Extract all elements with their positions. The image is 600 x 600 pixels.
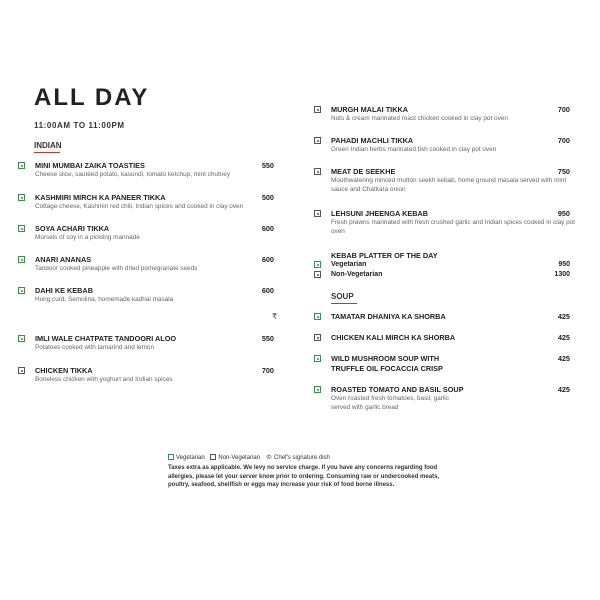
item-name: ANARI ANANAS (35, 255, 92, 264)
section-soup-title: SOUP (331, 292, 354, 301)
non-veg-icon (314, 137, 321, 144)
currency-symbol: ₹ (272, 312, 278, 321)
item-price: 600 (261, 224, 274, 233)
service-hours: 11:00AM TO 11:00PM (34, 121, 125, 130)
non-veg-icon (314, 106, 321, 113)
item-name: CHICKEN KALI MIRCH KA SHORBA (331, 333, 456, 342)
kebab-platter (314, 252, 570, 282)
veg-icon (314, 261, 321, 268)
non-veg-icon (314, 168, 321, 175)
item-price: 950 (557, 209, 570, 218)
item-name: MEAT DE SEEKHE (331, 167, 396, 176)
item-name: SOYA ACHARI TIKKA (35, 224, 110, 233)
item-name: PAHADI MACHLI TIKKA (331, 136, 414, 145)
item-price: 600 (261, 255, 274, 264)
item-description: Potatoes cooked with tamarind and lemon (35, 344, 155, 351)
platter-veg-price: 950 (558, 261, 570, 268)
veg-icon (168, 454, 174, 460)
item-name: WILD MUSHROOM SOUP WITH (331, 354, 440, 363)
page-title: ALL DAY (34, 84, 150, 111)
item-price: 550 (261, 161, 274, 170)
platter-nonveg-label: Non-Vegetarian (331, 271, 383, 278)
chef-hat-icon: ♔ (265, 454, 273, 461)
non-veg-icon (314, 210, 321, 217)
item-description: Morsels of soy in a pickling marinade (35, 234, 140, 241)
item-price: 500 (261, 193, 274, 202)
item-price: 550 (261, 334, 274, 343)
veg-icon (314, 386, 321, 393)
item-name: KASHMIRI MIRCH KA PANEER TIKKA (35, 193, 166, 202)
non-veg-icon (210, 454, 216, 460)
item-price: 425 (557, 312, 570, 321)
section-underline (34, 152, 60, 153)
item-description: Hung curd, Semolina, homemade kadhai masala (35, 296, 174, 303)
item-description: Oven roasted fresh tomatoes, basil, garlic served with garlic bread (331, 395, 449, 411)
item-description: Green Indian herbs marinated fish cooked in clay pot oven (331, 146, 497, 153)
item-price: 700 (557, 136, 570, 145)
item-name: DAHI KE KEBAB (35, 286, 93, 295)
veg-icon (18, 287, 25, 294)
item-description: Mouthwatering minced mutton seekh kebab, home ground masala served with mint sauce and Chatkara onion (331, 177, 567, 193)
item-price: 750 (557, 167, 570, 176)
platter-nonveg-price: 1300 (554, 271, 570, 278)
section-indian-heading (34, 141, 62, 153)
item-name: TAMATAR DHANIYA KA SHORBA (331, 312, 446, 321)
item-name-line2: TRUFFLE OIL FOCACCIA CRISP (331, 364, 443, 373)
item-name: IMLI WALE CHATPATE TANDOORI ALOO (35, 334, 177, 343)
section-indian-title: INDIAN (34, 141, 62, 150)
item-price: 700 (261, 366, 274, 375)
section-soup-heading (331, 292, 357, 304)
item-name: LEHSUNI JHEENGA KEBAB (331, 209, 429, 218)
legend (168, 453, 330, 461)
veg-icon (314, 313, 321, 320)
veg-icon (18, 225, 25, 232)
item-price: 425 (557, 354, 570, 363)
veg-icon (18, 162, 25, 169)
item-name: MINI MUMBAI ZAIKA TOASTIES (35, 161, 145, 170)
item-description: Nuts & cream marinated roast chicken cooked in clay pot oven (331, 115, 508, 122)
platter-veg-label: Vegetarian (331, 261, 367, 268)
item-description: Fresh prawns marinated with fresh crushed garlic and Indian spices cooked in clay pot oven (331, 219, 576, 235)
platter-name: KEBAB PLATTER OF THE DAY (331, 251, 438, 260)
veg-icon (18, 194, 25, 201)
legend-nonveg-label: Non-Vegetarian (218, 455, 261, 461)
veg-icon (18, 256, 25, 263)
item-name: CHICKEN TIKKA (35, 366, 93, 375)
item-price: 700 (557, 105, 570, 114)
section-underline (331, 303, 357, 304)
non-veg-icon (314, 334, 321, 341)
item-description: Cheese slice, sautéed potato, kasundi, tomato ketchup, mint chutney (35, 171, 231, 178)
veg-icon (18, 335, 25, 342)
legend-veg-label: Vegetarian (176, 455, 205, 461)
item-description: Tandoor cooked pineapple with dried pomegranate seeds (35, 265, 198, 272)
item-description: Cottage cheese, Kashmiri red chili, Indian spices and cooked in clay oven (35, 203, 244, 210)
item-name: MURGH MALAI TIKKA (331, 105, 409, 114)
item-description: Boneless chicken with yoghurt and Indian spices (35, 376, 173, 383)
legend-chef-label: Chef's signature dish (274, 455, 330, 461)
veg-icon (314, 355, 321, 362)
non-veg-icon (18, 367, 25, 374)
item-price: 425 (557, 385, 570, 394)
item-price: 425 (557, 333, 570, 342)
allergy-disclaimer: Taxes extra as applicable. We levy no service charge. If you have any concerns regarding food allergies, please let your server know prior to ordering. Consuming raw or undercooked meats, poultry, seafood, shellfish or eggs may increase your risk of food borne illness. (168, 465, 440, 489)
item-name: ROASTED TOMATO AND BASIL SOUP (331, 385, 464, 394)
item-price: 600 (261, 286, 274, 295)
non-veg-icon (314, 271, 321, 278)
